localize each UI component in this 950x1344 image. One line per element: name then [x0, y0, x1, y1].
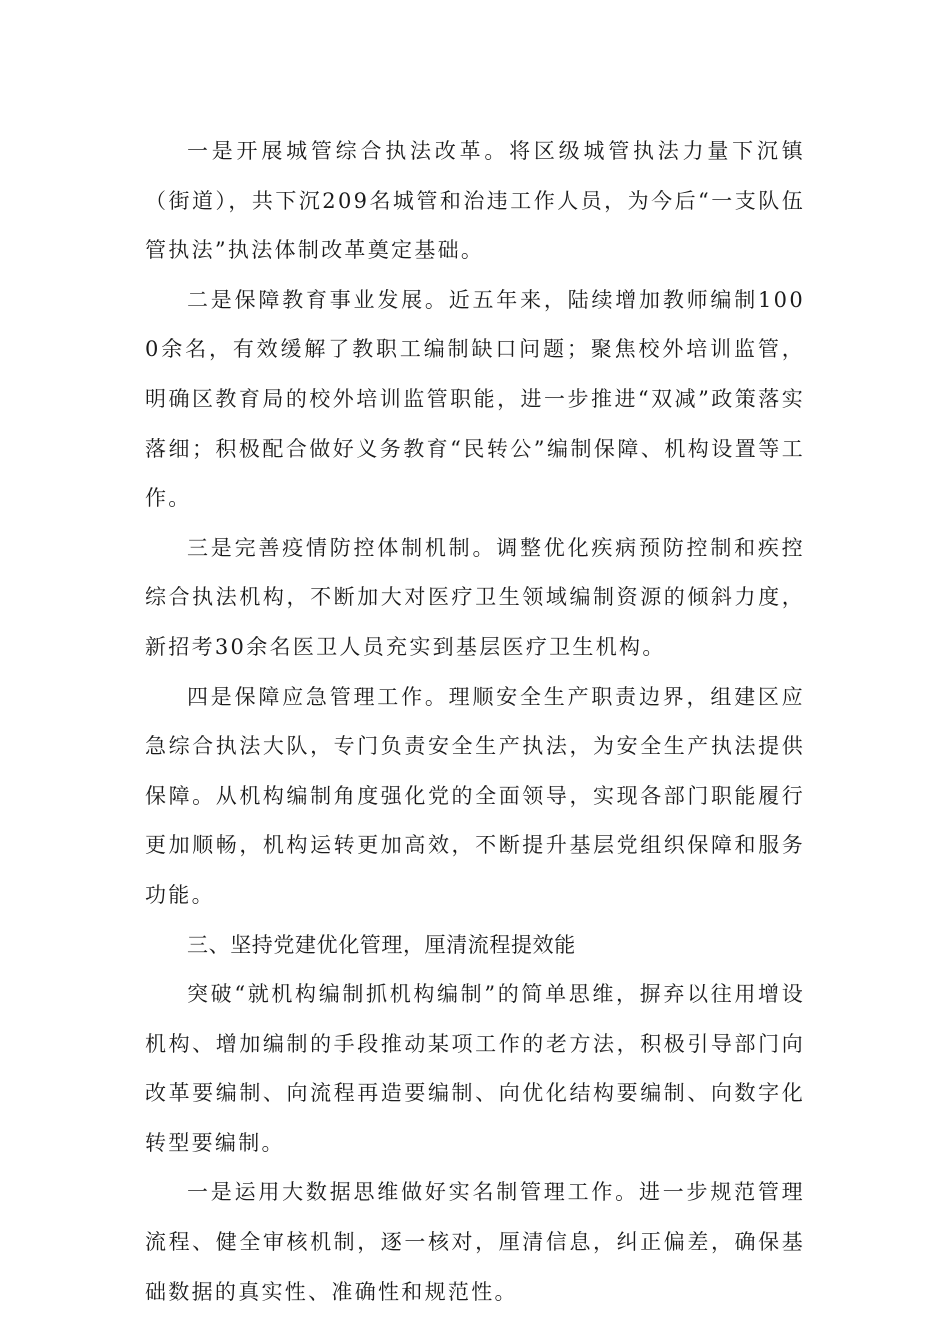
paragraph-education: 二是保障教育事业发展。近五年来，陆续增加教师编制1000余名，有效缓解了教职工编制缺口问题；聚焦校外培训监管，明确区教育局的校外培训监管职能，进一步推进“双减”政策落实落细；积极配合做好义务教育“民转公”编制保障、机构设置等工作。: [145, 287, 805, 511]
section-heading: 三、坚持党建优化管理，厘清流程提效能: [187, 932, 576, 957]
paragraph-big-data: 一是运用大数据思维做好实名制管理工作。进一步规范管理流程、健全审核机制，逐一核对，厘清信息，纠正偏差，确保基础数据的真实性、准确性和规范性。: [145, 1180, 805, 1304]
paragraph-urban-management: 一是开展城管综合执法改革。将区级城管执法力量下沉镇（街道），共下沉209名城管和治违工作人员，为今后“一支队伍管执法”执法体制改革奠定基础。: [145, 139, 805, 263]
paragraph-emergency-management: 四是保障应急管理工作。理顺安全生产职责边界，组建区应急综合执法大队，专门负责安全生产执法，为安全生产执法提供保障。从机构编制角度强化党的全面领导，实现各部门职能履行更加顺畅，机构运转更加高效，不断提升基层党组织保障和服务功能。: [145, 684, 805, 907]
paragraph-epidemic-prevention: 三是完善疫情防控体制机制。调整优化疾病预防控制和疾控综合执法机构，不断加大对医疗卫生领域编制资源的倾斜力度，新招考30余名医卫人员充实到基层医疗卫生机构。: [145, 535, 805, 659]
document-body: [145, 127, 805, 1317]
paragraph-section-intro: 突破“就机构编制抓机构编制”的简单思维，摒弃以往用增设机构、增加编制的手段推动某项工作的老方法，积极引导部门向改革要编制、向流程再造要编制、向优化结构要编制、向数字化转型要编制。: [145, 982, 805, 1155]
